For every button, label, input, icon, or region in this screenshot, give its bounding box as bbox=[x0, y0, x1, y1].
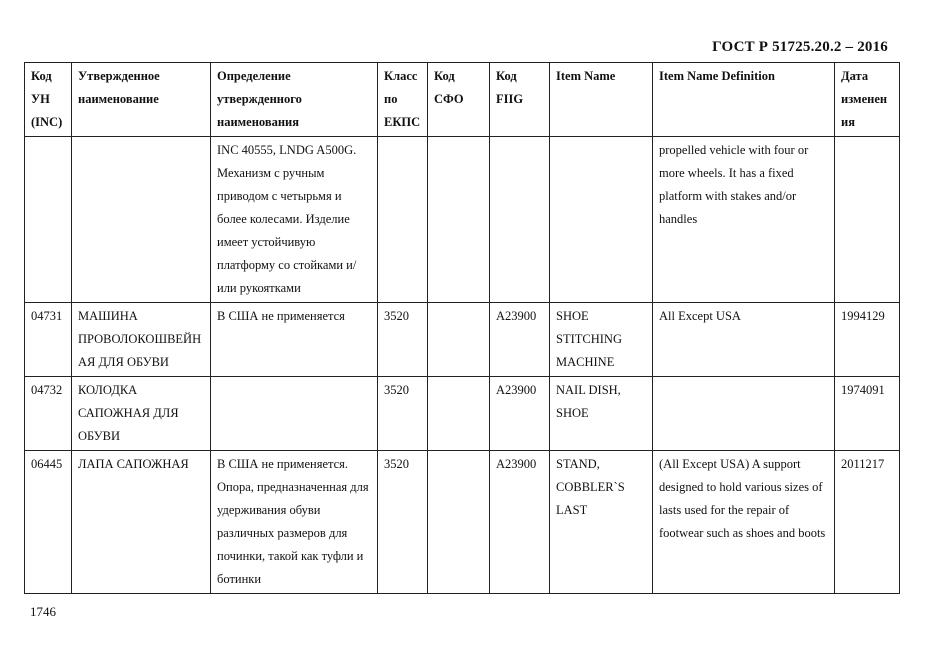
cell-sfo bbox=[428, 377, 490, 451]
cell-class bbox=[378, 137, 428, 303]
cell-item-name: STAND, COBBLER`S LAST bbox=[550, 451, 653, 594]
cell-fiig bbox=[490, 137, 550, 303]
cell-name: МАШИНА ПРОВОЛОКОШВЕЙНАЯ ДЛЯ ОБУВИ bbox=[72, 303, 211, 377]
cell-date bbox=[835, 137, 900, 303]
table-row bbox=[25, 451, 900, 594]
header-item-name: Item Name bbox=[550, 63, 653, 137]
table-row bbox=[25, 137, 900, 303]
cell-class: 3520 bbox=[378, 377, 428, 451]
header-change-date: Дата изменен ия bbox=[835, 63, 900, 137]
item-names-table bbox=[24, 62, 900, 594]
cell-name: КОЛОДКА САПОЖНАЯ ДЛЯ ОБУВИ bbox=[72, 377, 211, 451]
cell-code: 06445 bbox=[25, 451, 72, 594]
header-definition: Определение утвержденного наименования bbox=[211, 63, 378, 137]
cell-code: 04732 bbox=[25, 377, 72, 451]
header-inc-code: Код УН (INC) bbox=[25, 63, 72, 137]
cell-sfo bbox=[428, 451, 490, 594]
cell-item-name: SHOE STITCHING MACHINE bbox=[550, 303, 653, 377]
header-approved-name: Утвержденное наименование bbox=[72, 63, 211, 137]
header-sfo-code: Код СФО bbox=[428, 63, 490, 137]
document-title: ГОСТ Р 51725.20.2 – 2016 bbox=[712, 39, 888, 55]
cell-item-definition bbox=[653, 377, 835, 451]
cell-fiig: A23900 bbox=[490, 303, 550, 377]
cell-date: 1974091 bbox=[835, 377, 900, 451]
cell-definition: В США не применяется bbox=[211, 303, 378, 377]
cell-item-definition: (All Except USA) A support designed to hold various sizes of lasts used for the repair of footwear such as shoes and boots bbox=[653, 451, 835, 594]
cell-date: 2011217 bbox=[835, 451, 900, 594]
cell-name: ЛАПА САПОЖНАЯ bbox=[72, 451, 211, 594]
page-number: 1746 bbox=[30, 604, 56, 619]
cell-item-definition: All Except USA bbox=[653, 303, 835, 377]
cell-sfo bbox=[428, 303, 490, 377]
cell-item-name: NAIL DISH, SHOE bbox=[550, 377, 653, 451]
header-fiig-code: Код FIIG bbox=[490, 63, 550, 137]
cell-fiig: A23900 bbox=[490, 451, 550, 594]
cell-code bbox=[25, 137, 72, 303]
cell-definition bbox=[211, 377, 378, 451]
header-ekps-class: Класс по ЕКПС bbox=[378, 63, 428, 137]
cell-date: 1994129 bbox=[835, 303, 900, 377]
cell-definition: В США не применяется. Опора, предназначенная для удерживания обуви различных размеров для починки, такой как туфли и ботинки bbox=[211, 451, 378, 594]
cell-item-definition: propelled vehicle with four or more wheels. It has a fixed platform with stakes and/or handles bbox=[653, 137, 835, 303]
cell-definition: INC 40555, LNDG A500G. Механизм с ручным приводом с четырьмя и более колесами. Изделие имеет устойчивую платформу со стойками и/или рукоятками bbox=[211, 137, 378, 303]
cell-class: 3520 bbox=[378, 451, 428, 594]
cell-class: 3520 bbox=[378, 303, 428, 377]
table-row bbox=[25, 303, 900, 377]
cell-item-name bbox=[550, 137, 653, 303]
table-header-row bbox=[25, 63, 900, 137]
header-item-name-definition: Item Name Definition bbox=[653, 63, 835, 137]
cell-sfo bbox=[428, 137, 490, 303]
cell-code: 04731 bbox=[25, 303, 72, 377]
table-row bbox=[25, 377, 900, 451]
cell-name bbox=[72, 137, 211, 303]
cell-fiig: A23900 bbox=[490, 377, 550, 451]
